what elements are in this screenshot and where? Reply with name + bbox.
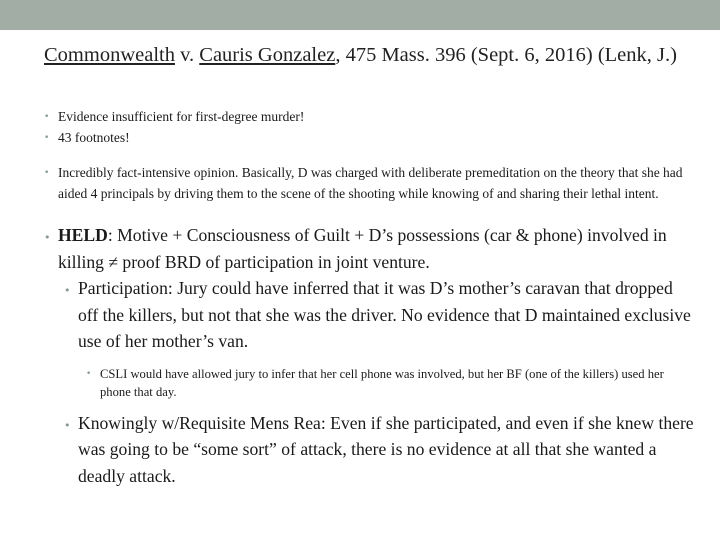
- slide-title: [44, 42, 694, 69]
- held-label: HELD: [58, 225, 108, 245]
- bullet-participation: • Participation: Jury could have inferred that it was D’s mother’s caravan that dropped off the killers, but not that she was the driver. No evidence that D maintained exclusive use of her mother’s van.: [64, 275, 694, 355]
- case-party1: Commonwealth: [44, 44, 175, 66]
- header-bar: [0, 0, 720, 30]
- case-party2: Cauris Gonzalez: [199, 44, 336, 66]
- bullet-csli: • CSLI would have allowed jury to infer that her cell phone was involved, but her BF (one of the killers) used her phone that day.: [86, 365, 694, 401]
- case-citation: , 475 Mass. 396 (Sept. 6, 2016) (Lenk, J.): [335, 44, 677, 66]
- bullet-knowingly: • Knowingly w/Requisite Mens Rea: Even if she participated, and even if she knew there was going to be “some sort” of attack, there is no evidence at all that she wanted a deadly attack.: [64, 410, 694, 490]
- held-text: : Motive + Consciousness of Guilt + D’s possessions (car & phone) involved in killing ≠ proof BRD of participation in joint venture.: [58, 225, 667, 272]
- bullet-evidence: • Evidence insufficient for first-degree murder!: [44, 106, 694, 127]
- bullet-held: [44, 222, 694, 275]
- case-v: v.: [174, 44, 200, 66]
- bullet-footnotes: • 43 footnotes!: [44, 127, 694, 148]
- bullet-facts: • Incredibly fact-intensive opinion. Basically, D was charged with deliberate premeditation on the theory that she had aided 4 principals by driving them to the scene of the shooting while knowing of and sharing their lethal intent.: [44, 162, 694, 204]
- slide-content: [44, 106, 694, 489]
